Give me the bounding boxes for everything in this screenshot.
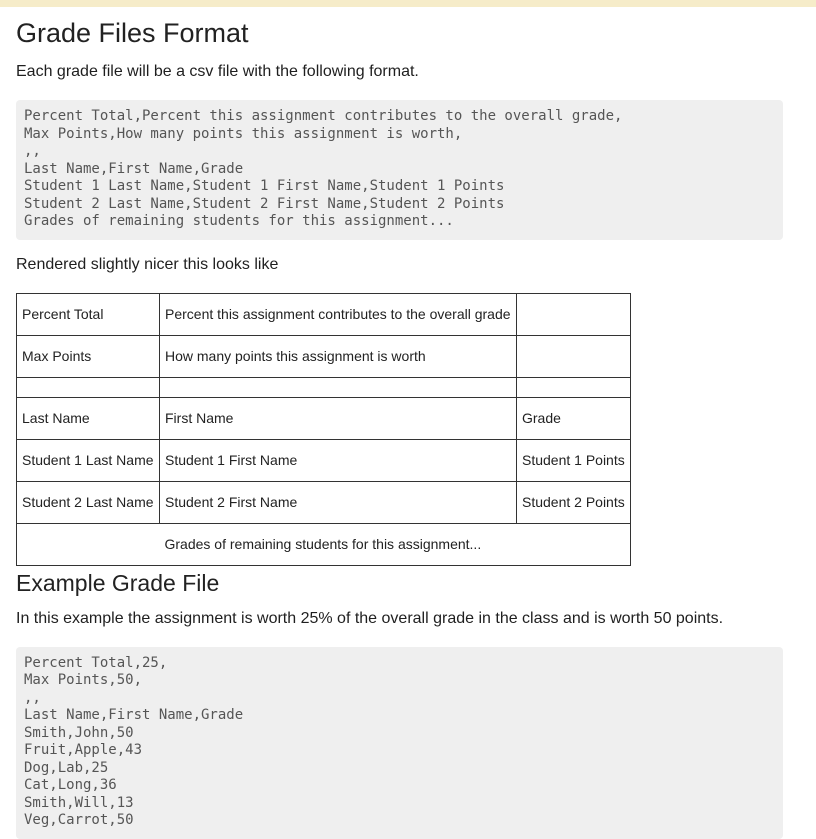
table-row xyxy=(17,481,631,523)
table-cell: Grade xyxy=(517,397,631,439)
code-line: Grades of remaining students for this assignment... xyxy=(24,213,454,229)
code-line: ,, xyxy=(24,689,41,706)
format-table xyxy=(16,293,631,566)
code-line: Max Points,50, xyxy=(24,672,143,688)
table-row xyxy=(17,377,631,397)
code-line: Veg,Carrot,50 xyxy=(24,812,134,828)
code-line: Student 2 Last Name,Student 2 First Name,Student 2 Points xyxy=(24,195,505,212)
table-cell xyxy=(17,523,160,565)
example-intro: In this example the assignment is worth 25% of the overall grade in the class and is worth 50 points. xyxy=(16,609,724,627)
table-cell xyxy=(160,377,517,397)
table-row xyxy=(17,293,631,335)
example-heading: Example Grade File xyxy=(16,569,220,596)
table-cell: Percent Total xyxy=(17,293,160,335)
table-cell: Student 1 Last Name xyxy=(17,439,160,481)
code-line: Dog,Lab,25 xyxy=(24,759,109,776)
rendered-caption: Rendered slightly nicer this looks like xyxy=(16,255,279,273)
code-line: Max Points,How many points this assignment is worth, xyxy=(24,125,463,142)
table-cell xyxy=(517,377,631,397)
code-line: Last Name,First Name,Grade xyxy=(24,707,244,723)
code-line: ,, xyxy=(24,143,41,159)
example-code-block xyxy=(16,647,783,839)
table-row xyxy=(17,439,631,481)
table-cell xyxy=(517,523,631,565)
table-cell xyxy=(17,377,160,397)
code-line: Smith,John,50 xyxy=(24,724,134,741)
code-line: Student 1 Last Name,Student 1 First Name,Student 1 Points xyxy=(24,178,505,194)
code-line: Fruit,Apple,43 xyxy=(24,742,143,758)
page-title: Grade Files Format xyxy=(16,18,249,48)
table-row xyxy=(17,335,631,377)
table-cell: Student 1 First Name xyxy=(160,439,517,481)
table-cell: Student 2 First Name xyxy=(160,481,517,523)
table-cell: Grades of remaining students for this assignment... xyxy=(160,523,517,565)
table-cell: Student 2 Last Name xyxy=(17,481,160,523)
code-line: Cat,Long,36 xyxy=(24,777,117,793)
table-cell: Max Points xyxy=(17,335,160,377)
code-line: Percent Total,25, xyxy=(24,654,168,671)
code-line: Smith,Will,13 xyxy=(24,794,134,811)
table-cell: Student 2 Points xyxy=(517,481,631,523)
table-cell xyxy=(517,293,631,335)
table-cell: How many points this assignment is worth xyxy=(160,335,517,377)
code-line: Last Name,First Name,Grade xyxy=(24,160,244,177)
code-line: Percent Total,Percent this assignment contributes to the overall grade, xyxy=(24,108,623,124)
table-row xyxy=(17,523,631,565)
table-cell: Percent this assignment contributes to the overall grade xyxy=(160,293,517,335)
table-cell: First Name xyxy=(160,397,517,439)
table-row xyxy=(17,397,631,439)
table-cell xyxy=(517,335,631,377)
table-cell: Last Name xyxy=(17,397,160,439)
intro-text: Each grade file will be a csv file with the following format. xyxy=(16,63,419,80)
format-code-block xyxy=(16,100,783,240)
table-cell: Student 1 Points xyxy=(517,439,631,481)
